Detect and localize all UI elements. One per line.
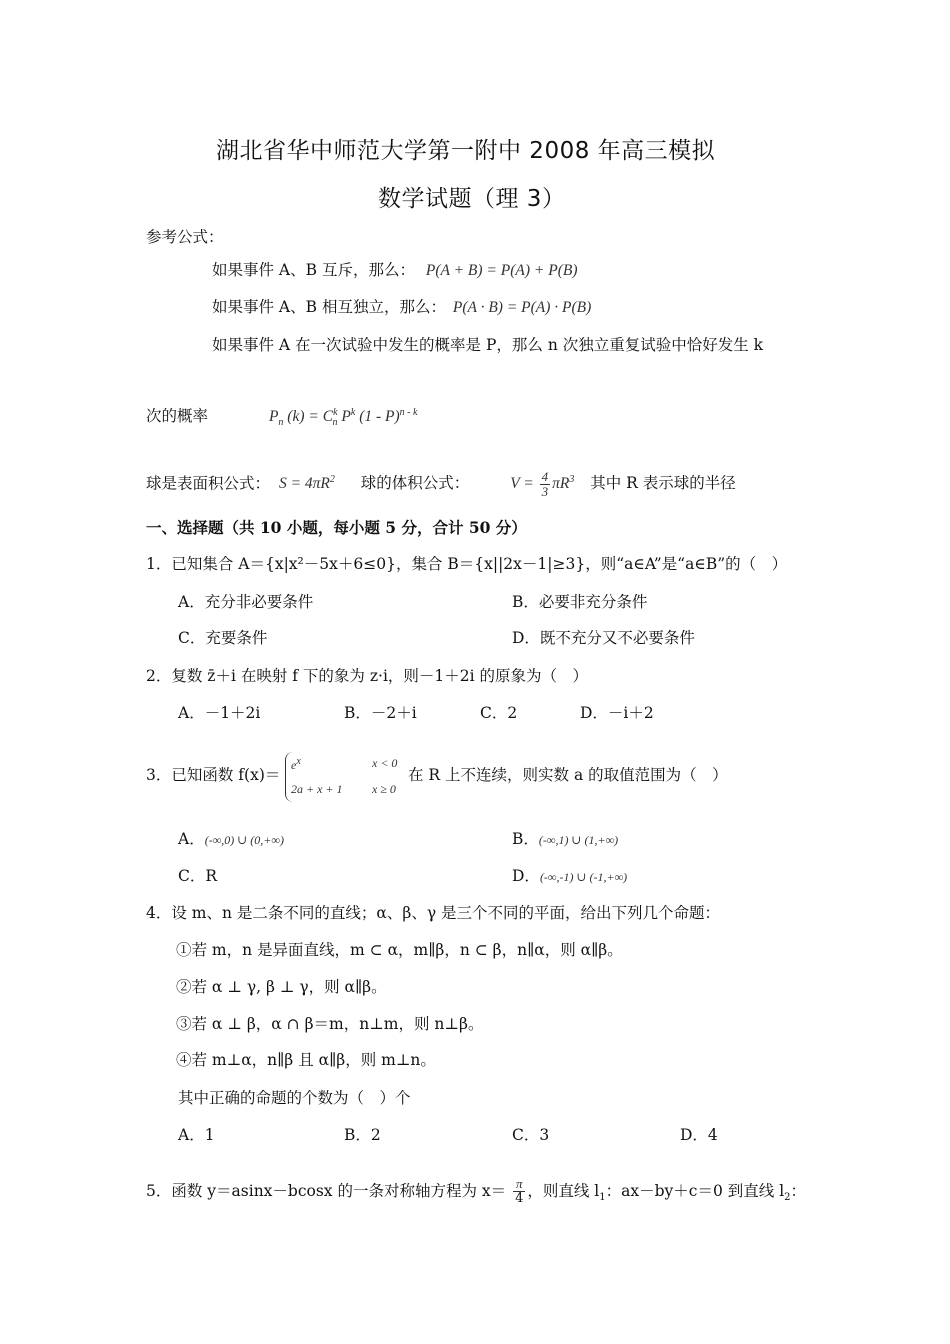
formula-line-2	[212, 300, 591, 316]
q1-option-c: C．充要条件	[178, 629, 268, 647]
formula-line-4	[146, 408, 417, 428]
formula-6-text: 球的体积公式：	[360, 474, 470, 493]
piecewise-case-2: 2a + x + 1	[291, 782, 343, 796]
q5-fraction: $\frac{\pi}{4}$	[515, 1176, 524, 1207]
q4-option-c: C．3	[512, 1126, 550, 1144]
page-subtitle: 数学试题（理 3）	[378, 186, 566, 212]
q3-option-b: B．(-∞,1) ∪ (1,+∞)	[512, 830, 619, 848]
formula-5-text: 球是表面积公式：	[146, 474, 271, 493]
q3-option-a: A．(-∞,0) ∪ (0,+∞)	[178, 830, 284, 848]
page-title: 湖北省华中师范大学第一附中 2008 年高三模拟	[216, 138, 716, 164]
q1-option-b: B．必要非充分条件	[512, 593, 648, 611]
q4-option-d: D．4	[680, 1126, 718, 1144]
q4-option-a: A．1	[178, 1126, 215, 1144]
question-3-stem-b: 在 R 上不连续，则实数 a 的取值范围为（ ）	[408, 766, 728, 784]
q2-option-b: B．－2＋i	[344, 704, 417, 722]
formula-line-1	[212, 263, 578, 279]
q1-option-a: A．充分非必要条件	[178, 593, 314, 611]
q1-option-d: D．既不充分又不必要条件	[512, 629, 695, 647]
piecewise-case-1: $e^x$	[291, 756, 301, 772]
formula-1-math: P(A + B) = P(A) + P(B)	[425, 262, 578, 279]
formula-2-math: P(A · B) = P(A) · P(B)	[452, 299, 592, 316]
q3-option-c: C．R	[178, 867, 218, 885]
q2-option-c: C．2	[480, 704, 518, 722]
binomial-formula: $P_n$ $(k) = C^k_n$ $P^k$ (1 - P)$^{n - k}$	[268, 407, 418, 429]
formula-line-3: 如果事件 A 在一次试验中发生的概率是 P，那么 n 次独立重复试验中恰好发生 k	[212, 336, 764, 354]
question-1-stem: 1．已知集合 A＝{x|x²－5x＋6≤0}，集合 B＝{x||2x－1|≥3}，则“a∈A”是“a∈B”的（ ）	[146, 555, 788, 573]
q4-proposition-2: ②若 α ⊥ γ, β ⊥ γ，则 α∥β。	[176, 978, 387, 996]
section-heading: 一、选择题（共 10 小题，每小题 5 分，合计 50 分）	[146, 518, 527, 537]
question-3-stem-a: 3．已知函数 f(x)＝	[146, 766, 281, 784]
q4-option-b: B．2	[344, 1126, 381, 1144]
q4-proposition-1: ①若 m，n 是异面直线，m ⊂ α，m∥β，n ⊂ β，n∥α，则 α∥β。	[176, 941, 623, 959]
q4-proposition-4: ④若 m⊥α，n∥β 且 α∥β，则 m⊥n。	[176, 1051, 436, 1069]
formula-6-note: 其中 R 表示球的半径	[590, 474, 736, 493]
piecewise-cond-2: x ≥ 0	[372, 782, 396, 796]
formula-2-text: 如果事件 A、B 相互独立，那么：	[212, 298, 446, 316]
q4-ask: 其中正确的命题的个数为（ ）个	[178, 1089, 411, 1107]
piecewise-cond-1: x < 0	[372, 756, 398, 770]
question-2-stem: 2．复数 z̄＋i 在映射 f 下的象为 z·i，则－1＋2i 的原象为（ ）	[146, 667, 589, 685]
q2-option-a: A．－1＋2i	[178, 704, 261, 722]
q3-option-d: D．(-∞,-1) ∪ (-1,+∞)	[512, 867, 628, 885]
sphere-area-formula: $S = 4\pi R^2$	[278, 474, 335, 493]
volume-fraction: $\frac{4}{3}$	[541, 469, 549, 500]
q4-proposition-3: ③若 α ⊥ β，α ∩ β＝m，n⊥m，则 n⊥β。	[176, 1015, 484, 1033]
sphere-volume-formula: V = $\frac{4}{3}$ $\pi R^3$	[510, 469, 575, 500]
formula-4-text: 次的概率	[146, 407, 209, 426]
formula-1-text: 如果事件 A、B 互斥，那么：	[212, 261, 415, 279]
formula-line-5	[146, 470, 736, 500]
question-5-stem: 5．函数 y＝asinx－bcosx 的一条对称轴方程为 x＝ $\frac{\pi}{4}$ ，则直线 $l_1$：ax－by＋c＝0 到直线 $l_2$：	[146, 1176, 807, 1207]
question-4-stem: 4．设 m、n 是二条不同的直线；α、β、γ 是三个不同的平面，给出下列几个命题：	[146, 904, 721, 922]
formula-heading: 参考公式：	[146, 228, 224, 246]
q2-option-d: D．－i＋2	[580, 704, 654, 722]
